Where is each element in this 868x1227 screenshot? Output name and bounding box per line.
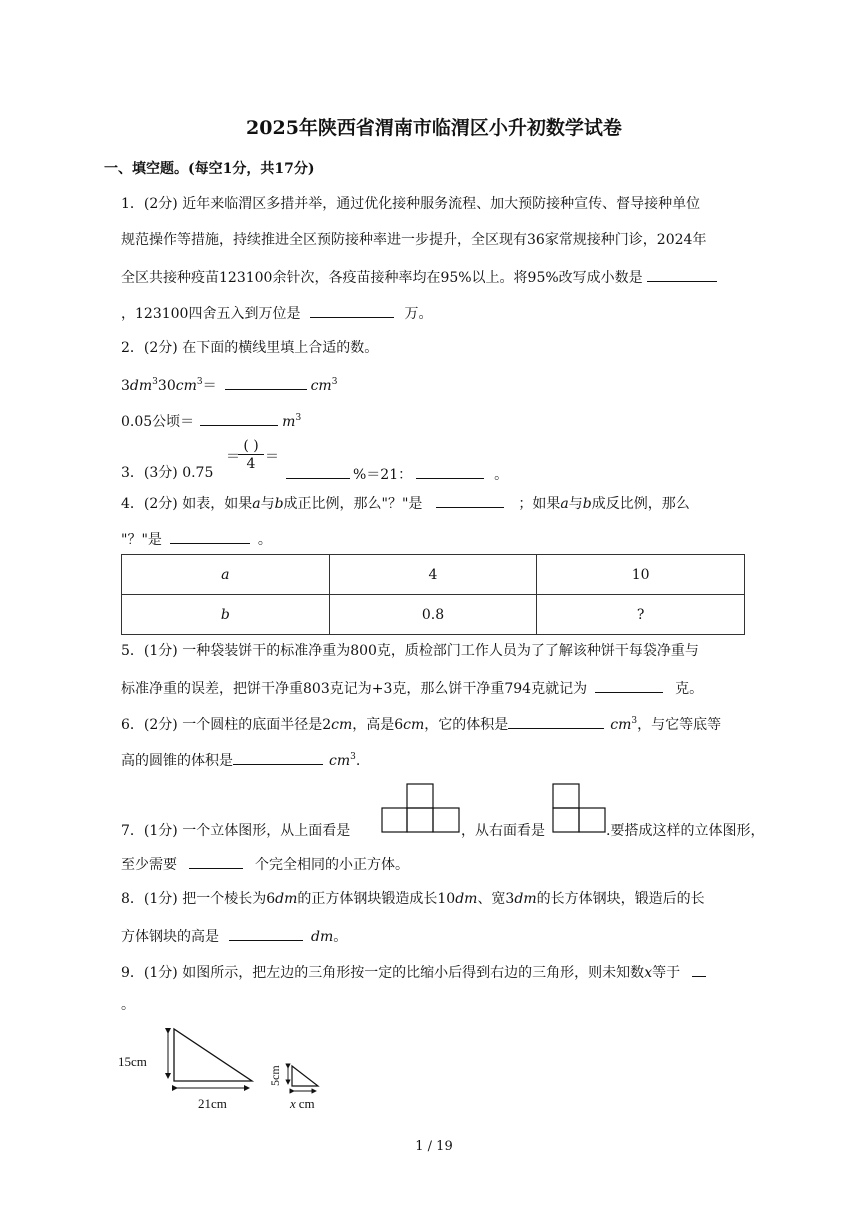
q7-line2-end: 个完全相同的小正方体。 — [255, 857, 409, 873]
q8-dm-2: dm — [455, 891, 478, 907]
table-cell: b — [122, 595, 330, 635]
q5-line2 — [121, 678, 703, 698]
q8-line2-end: 。 — [333, 929, 348, 945]
small-width-label: x cm — [290, 1096, 315, 1111]
q2-a-unit1: dm — [129, 378, 153, 394]
q7-blank[interactable] — [189, 854, 243, 869]
q7-line2-text: 至少需要 — [121, 857, 177, 873]
q8-dm-4: dm — [311, 929, 334, 945]
q1-line3-text: 全区共接种疫苗123100余针次，各疫苗接种率均在95%以上。将95%改写成小数是 — [121, 270, 643, 286]
q1-line4-text: ，123100四舍五入到万位是 — [121, 306, 301, 322]
q8-blank[interactable] — [229, 926, 303, 941]
q9-line2: 。 — [121, 997, 135, 1013]
q2-a-pre: 3 — [121, 378, 130, 394]
q4-var-a: a — [252, 496, 261, 512]
q6-cm-1: cm — [331, 717, 353, 733]
q7-line2 — [121, 854, 409, 874]
q4-line2-text: "？"是 — [121, 532, 162, 548]
q3-eq2: ＝ — [265, 449, 279, 465]
q2-blank-1[interactable] — [225, 375, 307, 390]
q4-var-b: b — [274, 496, 284, 512]
q4-line2-end: 。 — [257, 532, 272, 548]
q4-var-b2: b — [582, 496, 592, 512]
table-cell: a — [122, 555, 330, 595]
q6-line2-end: . — [355, 753, 361, 769]
q1-line4 — [121, 303, 432, 323]
q9-text: 9．(1分) 如图所示，把左边的三角形按一定的比缩小后得到右边的三角形，则未知数 — [121, 965, 645, 981]
q1-line3 — [121, 267, 721, 287]
q6-cm-3: cm — [610, 717, 632, 733]
q4-text-c: 成正比例，那么"？"是 — [283, 496, 423, 512]
q6-cm-2: cm — [403, 717, 425, 733]
small-triangle — [288, 1066, 318, 1091]
q6-blank-2[interactable] — [233, 750, 323, 765]
q6-text-d: ，与它等底等 — [637, 717, 722, 733]
q9-var-x: x — [644, 965, 653, 981]
q8-text-d: 的长方体钢块，锻造后的长 — [536, 891, 705, 907]
q4-text-a: 4．(2分) 如表，如果 — [121, 496, 253, 512]
q3-fraction[interactable] — [238, 439, 264, 471]
q3-denominator: 4 — [246, 456, 256, 472]
q2-a-unit3: cm — [310, 378, 332, 394]
q4-text-b: 与 — [260, 496, 275, 512]
q2-b-unit: m — [282, 414, 296, 430]
q4-blank-1[interactable] — [436, 493, 504, 508]
q7-line1-a: 7．(1分) 一个立体图形，从上面看是 — [121, 823, 351, 839]
q7-line1-b: ，从右面看是 — [461, 823, 545, 839]
q4-var-a2: a — [560, 496, 569, 512]
q4-text-b2: 与 — [568, 496, 583, 512]
q8-line1 — [121, 890, 705, 908]
table-cell: ? — [537, 595, 745, 635]
q2-line2: $3dm^330cm^3= cm^3$ — [121, 377, 338, 394]
q8-line2-text: 方体钢块的高是 — [121, 929, 219, 945]
q4-text-e: 成反比例，那么 — [591, 496, 690, 512]
table-row — [122, 555, 745, 595]
q7-line1-c: .要搭成这样的立体图形， — [606, 823, 765, 839]
q1-line2: 规范操作等措施，持续推进全区预防接种率进一步提升，全区现有36家常规接种门诊，2024年 — [121, 232, 707, 248]
q6-line1: 6．(2分) 一个圆柱的底面半径是2cm，高是6cm，它的体积是 $cm^3$，与它等底等 — [121, 716, 722, 733]
large-triangle — [168, 1029, 252, 1088]
q6-text-a: 6．(2分) 一个圆柱的底面半径是2 — [121, 717, 332, 733]
q3-end: 。 — [494, 467, 509, 483]
q3-pre: 3．(3分) 0.75 — [121, 465, 214, 481]
q5-line1: 5．(1分) 一种袋装饼干的标准净重为800克，质检部门工作人员为了了解该种饼干每袋净重与 — [121, 643, 699, 659]
q4-blank-2[interactable] — [170, 529, 250, 544]
q9-triangles-figure — [118, 1024, 338, 1118]
page-title: 2025年陕西省渭南市临渭区小升初数学试卷 — [246, 117, 622, 139]
large-height-label: 15cm — [118, 1054, 147, 1069]
large-width-label: 21cm — [198, 1096, 227, 1111]
q2-a-num: 30 — [157, 378, 176, 394]
q2-a-unit2: cm — [175, 378, 197, 394]
table-cell: 4 — [329, 555, 537, 595]
q3-blank-1[interactable] — [286, 464, 350, 479]
q3-numerator: ( ) — [238, 439, 264, 455]
q3-eq1: ＝ — [226, 449, 240, 465]
q2-line1: 2．(2分) 在下面的横线里填上合适的数。 — [121, 340, 379, 356]
q6-line2-text: 高的圆锥的体积是 — [121, 753, 233, 769]
q6-blank-1[interactable] — [508, 714, 604, 729]
small-height-label: 5cm — [268, 1065, 282, 1086]
q9-blank[interactable] — [692, 962, 706, 977]
q8-text-c: 、宽3 — [477, 891, 515, 907]
q9-text-b: 等于 — [652, 965, 681, 981]
q4-table — [121, 554, 745, 635]
q1-line4-unit: 万。 — [404, 306, 433, 322]
table-cell: 0.8 — [329, 595, 537, 635]
q3-blank-2[interactable] — [416, 464, 484, 479]
q8-line2 — [121, 926, 347, 946]
q9-line1 — [121, 962, 706, 982]
section-heading: 一、填空题。(每空1分，共17分) — [104, 161, 315, 177]
q3-line — [280, 464, 508, 484]
q5-blank[interactable] — [595, 678, 663, 693]
table-row — [122, 595, 745, 635]
q6-line2: 高的圆锥的体积是 $cm^3$. — [121, 752, 361, 769]
table-cell: 10 — [537, 555, 745, 595]
q1-blank-1[interactable] — [647, 267, 717, 282]
q8-text-b: 的正方体钢块锻造成长10 — [297, 891, 456, 907]
q4-text-d: ；如果 — [518, 496, 561, 512]
q5-line2-text: 标准净重的误差，把饼干净重803克记为+3克，那么饼干净重794克就记为 — [121, 681, 588, 697]
q1-blank-2[interactable] — [310, 303, 394, 318]
q8-dm-1: dm — [275, 891, 298, 907]
q2-line3: 0.05公顷＝ $m^3$ — [121, 413, 302, 430]
top-view-figure — [381, 780, 461, 834]
q6-text-c: ，它的体积是 — [424, 717, 509, 733]
page-number: 1 / 19 — [415, 1139, 453, 1154]
q2-blank-2[interactable] — [200, 411, 278, 426]
q2-a-eq: ＝ — [202, 378, 217, 394]
q6-cm-4: cm — [329, 753, 351, 769]
q4-line1 — [121, 493, 690, 513]
q5-line2-unit: 克。 — [675, 681, 704, 697]
q8-dm-3: dm — [514, 891, 537, 907]
q4-line2 — [121, 529, 272, 549]
q3-mid: %＝21： — [353, 467, 413, 483]
q2-b-pre: 0.05公顷＝ — [121, 414, 195, 430]
right-view-figure — [552, 780, 608, 834]
q6-text-b: ，高是6 — [352, 717, 404, 733]
q1-line1: 1．(2分) 近年来临渭区多措并举，通过优化接种服务流程、加大预防接种宣传、督导接种单位 — [121, 196, 701, 212]
q8-text-a: 8．(1分) 把一个棱长为6 — [121, 891, 276, 907]
